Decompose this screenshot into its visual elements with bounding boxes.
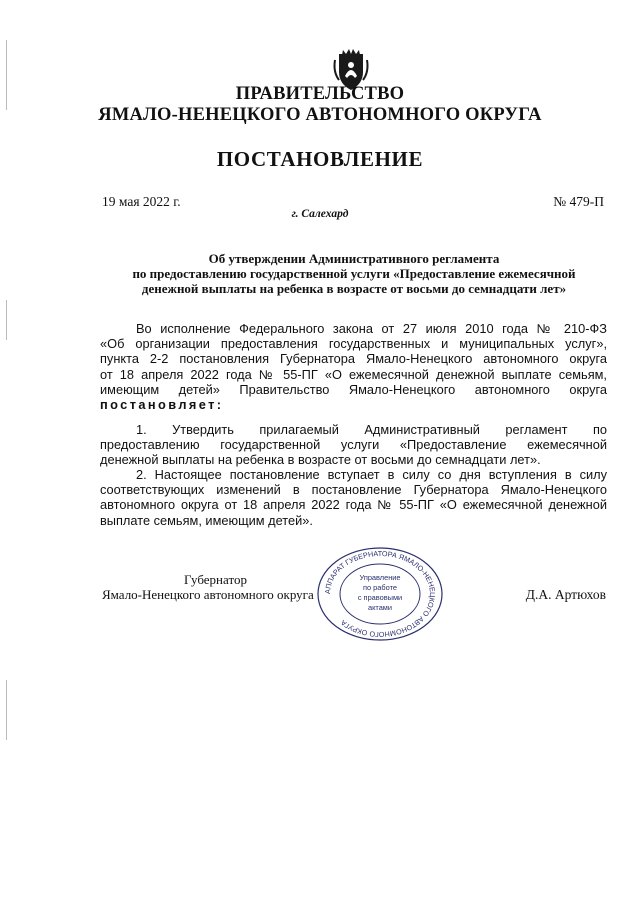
- signatory-role: Губернатор: [184, 572, 247, 587]
- stamp-inner-line: Управление: [359, 573, 401, 582]
- point-line: выплате семьям, имеющим детей».: [100, 512, 313, 528]
- document-city: г. Салехард: [291, 208, 349, 220]
- preamble-line: пункта 2-2 постановления Губернатора Ямало-Ненецкого автономного округа: [100, 351, 607, 367]
- point-line: денежной выплаты на ребенка в возрасте от восьми до семнадцати лет».: [100, 452, 541, 468]
- preamble-line: Во исполнение Федерального закона от 27 июля 2010 года № 210-ФЗ: [136, 321, 607, 336]
- point-1-paragraph: [100, 422, 607, 468]
- point-line: соответствующих изменений в постановление Губернатора Ямало-Ненецкого: [100, 482, 607, 498]
- government-name-line2: ЯМАЛО-НЕНЕЦКОГО АВТОНОМНОГО ОКРУГА: [98, 105, 542, 125]
- preamble-paragraph: [100, 321, 607, 412]
- signatory-name: Д.А. Артюхов: [525, 587, 606, 602]
- stamp-inner-line: с правовыми: [357, 593, 403, 602]
- preamble-line: «Об организации предоставления государственных и муниципальных услуг»,: [100, 336, 607, 352]
- signatory-org: Ямало-Ненецкого автономного округа: [102, 587, 314, 602]
- office-stamp: [314, 546, 446, 642]
- document-subject: [100, 251, 608, 296]
- decree-word: постановляет:: [100, 397, 224, 413]
- stamp-inner-line: актами: [367, 603, 393, 612]
- point-line: автономного округа от 18 апреля 2022 года № 55-ПГ «О ежемесячной денежной: [100, 497, 607, 513]
- scan-edge-mark: [6, 680, 7, 740]
- point-line: 2. Настоящее постановление вступает в силу со дня вступления в силу: [136, 467, 607, 482]
- document-number: № 479-П: [553, 194, 604, 209]
- subject-line: денежной выплаты на ребенка в возрасте от восьми до семнадцати лет»: [141, 281, 567, 296]
- subject-line: по предоставлению государственной услуги «Предоставление ежемесячной: [132, 266, 576, 281]
- signatory-title: [102, 572, 314, 602]
- point-line: 1. Утвердить прилагаемый Административный регламент по: [136, 422, 607, 437]
- stamp-inner-line: по работе: [363, 583, 397, 592]
- stamp-outer-text: АППАРАТ ГУБЕРНАТОРА ЯМАЛО-НЕНЕЦКОГО АВТОНОМНОГО ОКРУГА: [322, 548, 438, 640]
- scan-edge-mark: [6, 300, 7, 340]
- preamble-line: от 18 апреля 2022 года № 55-ПГ «О ежемесячной денежной выплате семьям,: [100, 366, 607, 382]
- point-line: предоставлению государственной услуги «Предоставление ежемесячной: [100, 437, 607, 453]
- subject-line: Об утверждении Административного регламента: [208, 251, 500, 266]
- point-2-paragraph: [100, 467, 607, 528]
- document-date: 19 мая 2022 г.: [102, 194, 181, 209]
- preamble-line: имеющим детей» Правительство Ямало-Ненецкого автономного округа: [100, 381, 607, 397]
- document-type-title: ПОСТАНОВЛЕНИЕ: [216, 147, 424, 171]
- government-name-line1: ПРАВИТЕЛЬСТВО: [235, 84, 405, 104]
